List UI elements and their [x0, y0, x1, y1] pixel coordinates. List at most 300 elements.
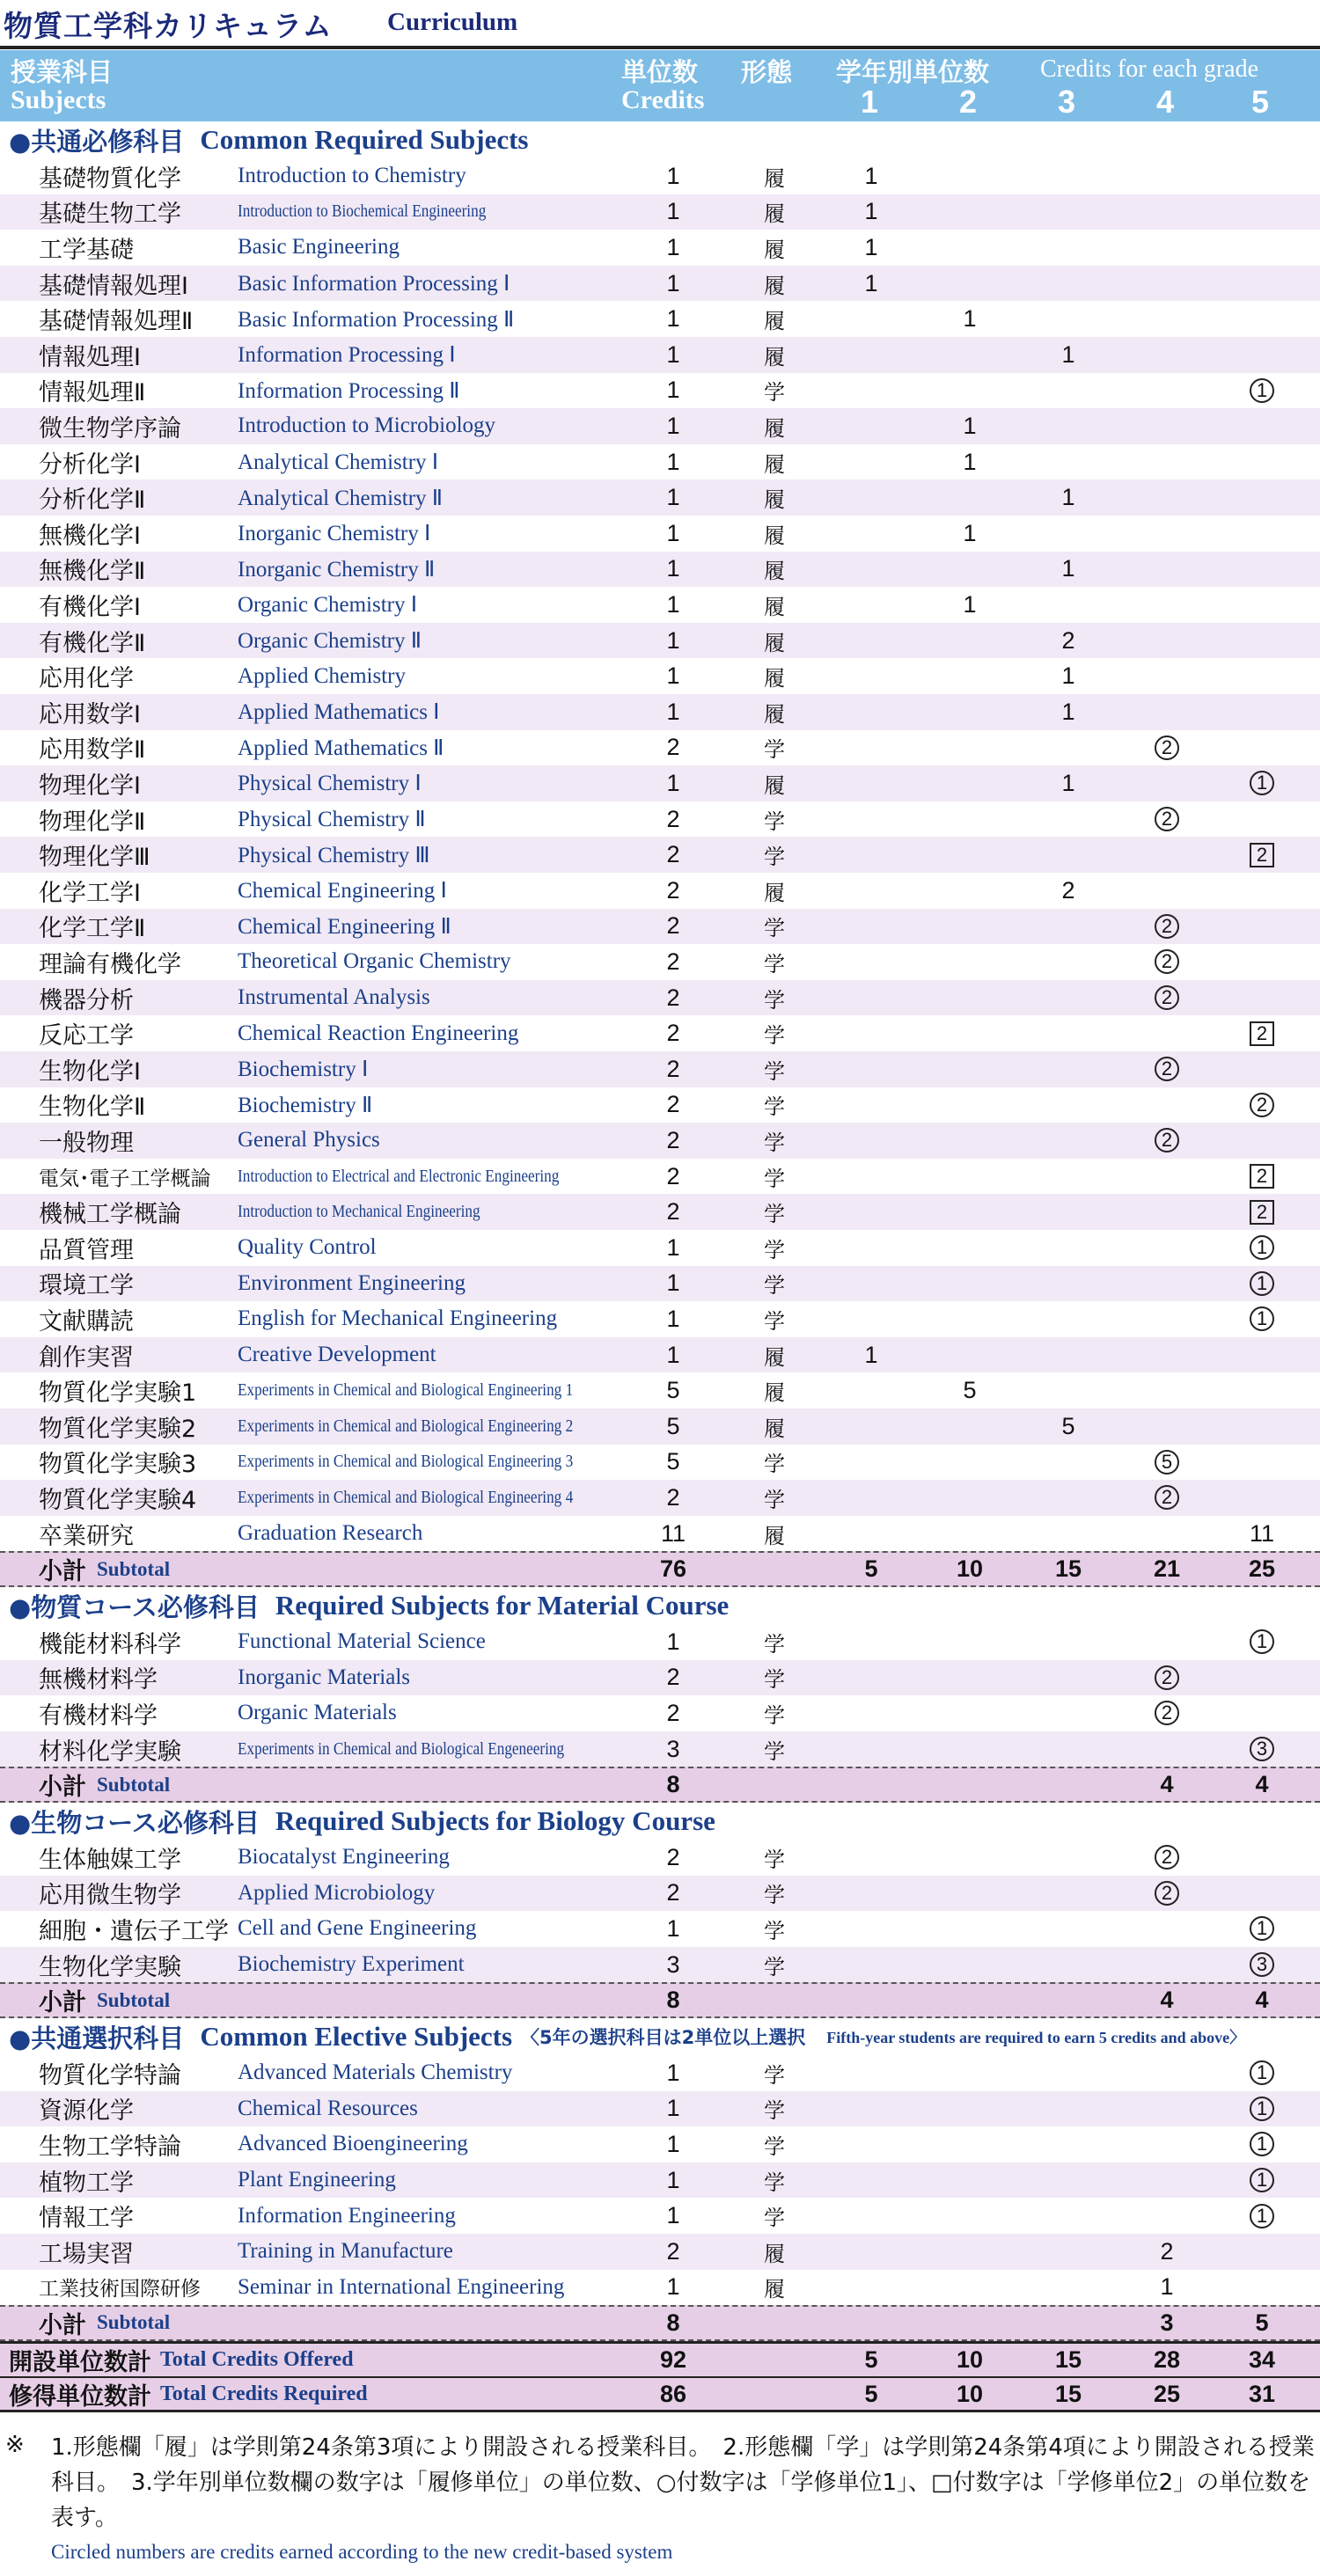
- subject-name-jp: 微生物学序論: [39, 414, 181, 443]
- subject-name-jp: 情報処理Ⅰ: [39, 343, 141, 371]
- grade-4-credits: [1149, 2307, 1184, 2339]
- subject-name-jp: 化学工学Ⅰ: [39, 879, 141, 907]
- credit-value: 10: [956, 2380, 984, 2407]
- grade-5-credits: [1241, 2055, 1283, 2091]
- table-row: [0, 909, 1320, 945]
- credits: 5: [666, 1448, 680, 1475]
- grade-4-credits: [1149, 730, 1184, 766]
- credits: 1: [666, 233, 680, 260]
- subject-name-jp: 文献購読: [39, 1307, 134, 1336]
- subject-name-jp: 物理化学Ⅰ: [39, 772, 141, 800]
- course-type: 履: [764, 1344, 785, 1370]
- grade-5-credits: [1241, 1516, 1283, 1552]
- credit-value: 1: [864, 1341, 878, 1368]
- circled-credit: 5: [1155, 1450, 1179, 1475]
- credit-value: 25: [1248, 1555, 1276, 1583]
- course-type: 履: [764, 2277, 785, 2302]
- grade-5-credits: [1241, 1015, 1283, 1051]
- grade-5-credits: [1241, 2091, 1283, 2127]
- course-type: 学: [764, 1738, 785, 1764]
- section-title: [9, 1587, 729, 1624]
- subject-name-en: Chemical Engineering Ⅰ: [238, 879, 447, 904]
- credits: 1: [666, 519, 680, 546]
- subject-name-jp: 反応工学: [39, 1022, 134, 1050]
- course-type: 学: [764, 2206, 785, 2231]
- course-type: 履: [764, 344, 785, 370]
- grade-5-credits: [1241, 1266, 1283, 1302]
- subject-name-en: Basic Engineering: [238, 235, 400, 260]
- subject-name-en: Biocatalyst Engineering: [238, 1845, 450, 1870]
- grade-5-credits: [1241, 1731, 1283, 1767]
- subject-name-jp: 工場実習: [39, 2240, 134, 2268]
- credits: 1: [666, 1914, 680, 1942]
- course-type: 履: [764, 772, 785, 798]
- row-label-en: Subtotal: [97, 1773, 171, 1796]
- subject-name-jp: 無機材料学: [39, 1666, 158, 1694]
- circled-credit: 3: [1250, 1737, 1274, 1761]
- header-type-jp: 形態: [741, 57, 793, 87]
- subject-name-en: Inorganic Chemistry Ⅰ: [238, 522, 431, 546]
- course-type: 学: [764, 1273, 785, 1299]
- header-grade-en: Credits for each grade: [1040, 55, 1258, 83]
- row-label-jp: 小計: [39, 2311, 86, 2339]
- table-row: [0, 1516, 1320, 1552]
- section-title-en: Common Required Subjects: [200, 124, 529, 155]
- section-note-en: Fifth-year students are required to earn 5 credits and above〉: [826, 2029, 1246, 2046]
- table-row: [0, 2055, 1320, 2091]
- credit-value: 1: [864, 233, 878, 260]
- grade-4-credits: [1149, 1876, 1184, 1912]
- credits: 2: [666, 1091, 680, 1118]
- course-type: 学: [764, 737, 785, 763]
- credits: 1: [666, 769, 680, 796]
- row-label: [39, 1768, 170, 1801]
- credits: 1: [666, 484, 680, 511]
- table-row: [0, 1876, 1320, 1912]
- grade-5-credits: [1241, 2163, 1283, 2199]
- subject-name-jp: 機能材料科学: [39, 1630, 181, 1658]
- row-label-en: Subtotal: [97, 2311, 171, 2334]
- credit-value: 4: [1160, 1987, 1174, 2014]
- grade-5-credits: [1241, 1947, 1283, 1983]
- subject-name-jp: 応用化学: [39, 665, 134, 693]
- grade-2-credits: [952, 301, 987, 337]
- circled-credit: 2: [1155, 1128, 1179, 1153]
- table-row: [0, 1230, 1320, 1266]
- grade-5-credits: [1241, 1984, 1283, 2016]
- subject-name-en: Physical Chemistry Ⅲ: [238, 843, 430, 867]
- credits: 2: [666, 1879, 680, 1906]
- credits: 2: [666, 876, 680, 904]
- table-row: [0, 1372, 1320, 1409]
- subject-name-en: Advanced Bioengineering: [238, 2132, 468, 2156]
- table-row: [0, 444, 1320, 480]
- grade-4-credits: [1149, 1695, 1184, 1731]
- credit-value: 4: [1255, 1987, 1269, 2014]
- grade-2-credits: [952, 587, 987, 623]
- course-type: 学: [764, 1667, 785, 1693]
- grade-3-credits: [1051, 2378, 1086, 2410]
- credit-value: 1: [1061, 662, 1075, 690]
- course-type: 履: [764, 309, 785, 334]
- subject-name-jp: 植物工学: [39, 2169, 134, 2197]
- subject-name-jp: 生物化学Ⅰ: [39, 1057, 141, 1086]
- grade-2-credits: [952, 2378, 987, 2410]
- grade-4-credits: [1149, 1051, 1184, 1087]
- table-row: [0, 1123, 1320, 1159]
- credits: 1: [666, 305, 680, 333]
- grade-4-credits: [1149, 944, 1184, 980]
- subject-name-jp: 電気･電子工学概論: [39, 1167, 211, 1190]
- row-label: [9, 2378, 368, 2410]
- credits: 2: [666, 1843, 680, 1870]
- grade-4-credits: [1149, 980, 1184, 1016]
- credits: 86: [659, 2380, 687, 2407]
- subject-name-en: Functional Material Science: [238, 1629, 486, 1654]
- grade-5-credits: [1241, 837, 1283, 873]
- subject-name-jp: 環境工学: [39, 1272, 134, 1300]
- grade-4-credits: [1149, 909, 1184, 945]
- table-row: [0, 1660, 1320, 1696]
- credit-value: 5: [864, 1555, 878, 1583]
- course-type: 学: [764, 1452, 785, 1477]
- table-row: [0, 1015, 1320, 1051]
- course-type: 学: [764, 1883, 785, 1908]
- credits: 2: [666, 734, 680, 761]
- subject-name-en: Seminar in International Engineering: [238, 2274, 565, 2299]
- credits: 1: [666, 2273, 680, 2301]
- grade-2-credits: [952, 1553, 987, 1585]
- credit-value: 2: [1061, 626, 1075, 654]
- subject-name-jp: 応用微生物学: [39, 1882, 181, 1910]
- credit-value: 1: [864, 269, 878, 296]
- grade-3-credits: [1051, 873, 1086, 909]
- table-row: [0, 1840, 1320, 1876]
- section-title-en: Common Elective Subjects: [200, 2021, 513, 2052]
- credit-value: 10: [956, 2346, 984, 2374]
- grade-5-credits: [1241, 2126, 1283, 2163]
- subtotal-row: [0, 2305, 1320, 2341]
- circled-credit: 3: [1250, 1952, 1274, 1977]
- subject-name-jp: 応用数学Ⅰ: [39, 700, 141, 728]
- subject-name-en: Cell and Gene Engineering: [238, 1916, 477, 1941]
- section-header: [0, 1803, 1320, 1840]
- subject-name-jp: 無機化学Ⅰ: [39, 522, 141, 550]
- section-header: [0, 2018, 1320, 2055]
- subject-name-jp: 基礎生物工学: [39, 201, 181, 229]
- course-type: 学: [764, 987, 785, 1013]
- table-row: [0, 1445, 1320, 1481]
- credit-value: 1: [963, 412, 977, 439]
- credit-value: 4: [1160, 1771, 1174, 1798]
- course-type: 学: [764, 1166, 785, 1191]
- credits: 2: [666, 912, 680, 940]
- subject-name-en: Information Processing Ⅱ: [238, 378, 460, 403]
- total-offered-row: [0, 2341, 1320, 2377]
- credit-value: 5: [963, 1377, 977, 1404]
- credit-value: 1: [1061, 769, 1075, 796]
- subject-name-en: Experiments in Chemical and Biological Engineering 3: [238, 1452, 574, 1472]
- table-row: [0, 730, 1320, 766]
- row-label: [9, 2344, 354, 2377]
- table-row: [0, 1947, 1320, 1983]
- credits: 2: [666, 841, 680, 868]
- grade-1-credits: [854, 158, 889, 194]
- table-row: [0, 1731, 1320, 1767]
- row-label-jp: 小計: [39, 1774, 86, 1802]
- subject-name-en: Experiments in Chemical and Biological Engineering 2: [238, 1416, 574, 1436]
- credit-value: 2: [1061, 876, 1075, 904]
- subject-name-en: Organic Chemistry Ⅰ: [238, 593, 418, 618]
- table-row: [0, 2234, 1320, 2270]
- credit-value: 10: [956, 1555, 984, 1583]
- grade-4-credits: [1149, 2378, 1184, 2410]
- course-type: 学: [764, 1023, 785, 1049]
- header-grade-3: 3: [1058, 84, 1076, 120]
- course-type: 履: [764, 201, 785, 227]
- credits: 3: [666, 1735, 680, 1762]
- grade-4-credits: [1149, 801, 1184, 838]
- total-required-row: [0, 2376, 1320, 2412]
- subject-name-jp: 物質化学実験2: [39, 1415, 197, 1443]
- subject-name-jp: 品質管理: [39, 1236, 134, 1264]
- table-row: [0, 2270, 1320, 2306]
- table-row: [0, 2091, 1320, 2127]
- credits: 2: [666, 1699, 680, 1726]
- circled-credit: 2: [1155, 735, 1179, 760]
- course-type: 学: [764, 1058, 785, 1084]
- subject-name-jp: 卒業研究: [39, 1522, 134, 1550]
- credits: 1: [666, 555, 680, 582]
- boxed-credit: 2: [1250, 1164, 1274, 1189]
- course-type: 履: [764, 165, 785, 191]
- subject-name-en: Inorganic Chemistry Ⅱ: [238, 557, 436, 582]
- section-title-jp: ●生物コース必修科目: [9, 1807, 260, 1838]
- circled-credit: 2: [1155, 985, 1179, 1010]
- credits: 1: [666, 198, 680, 225]
- subject-name-jp: 分析化学Ⅰ: [39, 450, 141, 479]
- subject-name-en: Applied Chemistry: [238, 663, 406, 688]
- row-label-en: Total Credits Required: [160, 2382, 368, 2405]
- subject-name-jp: 有機化学Ⅰ: [39, 593, 141, 621]
- course-type: 履: [764, 487, 785, 513]
- credit-value: 2: [1160, 2237, 1174, 2265]
- course-type: 学: [764, 1487, 785, 1512]
- credit-value: 4: [1255, 1771, 1269, 1798]
- subject-name-en: Advanced Materials Chemistry: [238, 2060, 513, 2085]
- credits: 1: [666, 626, 680, 654]
- course-type: 学: [764, 916, 785, 941]
- credits: 2: [666, 984, 680, 1011]
- credit-value: 1: [1061, 340, 1075, 368]
- credits: 2: [666, 2237, 680, 2265]
- credit-value: 5: [1255, 2309, 1269, 2336]
- credits: 2: [666, 1020, 680, 1047]
- course-type: 学: [764, 1847, 785, 1872]
- grade-3-credits: [1051, 1553, 1086, 1585]
- grade-3-credits: [1051, 765, 1086, 801]
- header-grade-2: 2: [959, 84, 978, 120]
- row-label-jp: 開設単位数計: [9, 2349, 151, 2377]
- subject-name-en: Applied Microbiology: [238, 1880, 436, 1905]
- credit-value: 1: [963, 305, 977, 333]
- circled-credit: 1: [1250, 378, 1274, 403]
- table-row: [0, 1911, 1320, 1947]
- subject-name-en: Introduction to Electrical and Electronic Engineering: [238, 1166, 560, 1186]
- course-type: 履: [764, 630, 785, 655]
- note-mark: ※: [5, 2432, 25, 2458]
- subject-name-jp: 生物化学実験: [39, 1953, 181, 1981]
- circled-credit: 1: [1250, 1629, 1274, 1654]
- grade-2-credits: [952, 2344, 987, 2377]
- credits: 92: [659, 2346, 687, 2374]
- grade-2-credits: [952, 516, 987, 552]
- subject-name-jp: 機械工学概論: [39, 1201, 181, 1229]
- section-title-en: Required Subjects for Biology Course: [275, 1805, 715, 1836]
- circled-credit: 1: [1250, 2204, 1274, 2228]
- subject-name-jp: 工業技術国際研修: [39, 2278, 201, 2302]
- subject-name-en: Biochemistry Experiment: [238, 1952, 465, 1977]
- circled-credit: 1: [1250, 2132, 1274, 2156]
- grade-5-credits: [1241, 2378, 1283, 2410]
- table-row: [0, 980, 1320, 1016]
- subject-name-en: Quality Control: [238, 1235, 377, 1260]
- grade-4-credits: [1149, 1123, 1184, 1159]
- circled-credit: 1: [1250, 1306, 1274, 1331]
- course-type: 学: [764, 380, 785, 406]
- circled-credit: 1: [1250, 1916, 1274, 1941]
- grade-5-credits: [1241, 2198, 1283, 2234]
- subject-name-jp: 基礎情報処理Ⅱ: [39, 308, 194, 336]
- row-label-jp: 小計: [39, 1558, 86, 1586]
- credit-value: 34: [1248, 2346, 1276, 2374]
- credit-value: 5: [864, 2346, 878, 2374]
- credits: 1: [666, 2095, 680, 2122]
- subject-name-en: Inorganic Materials: [238, 1665, 410, 1689]
- table-row: [0, 1624, 1320, 1660]
- grade-5-credits: [1241, 1194, 1283, 1230]
- subject-name-en: Introduction to Microbiology: [238, 413, 496, 438]
- header-credits-jp: 単位数: [621, 57, 699, 87]
- table-row: [0, 694, 1320, 730]
- circled-credit: 2: [1155, 949, 1179, 974]
- table-row: [0, 801, 1320, 838]
- subject-name-en: General Physics: [238, 1128, 380, 1153]
- subject-name-en: Theoretical Organic Chemistry: [238, 949, 511, 974]
- circled-credit: 1: [1250, 1235, 1274, 1260]
- table-row: [0, 230, 1320, 266]
- row-label-en: Subtotal: [97, 1988, 171, 2011]
- subject-name-jp: 応用数学Ⅱ: [39, 736, 146, 765]
- grade-1-credits: [854, 2344, 889, 2377]
- credits: 5: [666, 1377, 680, 1404]
- grade-5-credits: [1241, 2307, 1283, 2339]
- course-type: 履: [764, 273, 785, 298]
- table-row: [0, 337, 1320, 373]
- note-english: Circled numbers are credits earned according to the new credit-based system: [51, 2541, 673, 2563]
- course-type: 学: [764, 1702, 785, 1728]
- credits: 5: [666, 1412, 680, 1439]
- section-title-jp: ●共通選択科目: [9, 2023, 185, 2053]
- boxed-credit: 2: [1250, 1021, 1274, 1046]
- course-type: 学: [764, 1954, 785, 1980]
- credits: 1: [666, 1341, 680, 1368]
- row-label: [39, 1984, 170, 2016]
- table-row: [0, 623, 1320, 659]
- credits: 11: [660, 1519, 686, 1547]
- credits: 2: [666, 1162, 680, 1189]
- grade-4-credits: [1149, 2344, 1184, 2377]
- course-type: 学: [764, 2062, 785, 2088]
- table-row: [0, 2163, 1320, 2199]
- table-row: [0, 587, 1320, 623]
- credits: 1: [666, 1305, 680, 1332]
- table-header: [0, 50, 1320, 121]
- subject-name-en: Introduction to Mechanical Engineering: [238, 1202, 480, 1222]
- course-type: 履: [764, 594, 785, 619]
- circled-credit: 2: [1155, 1665, 1179, 1690]
- course-type: 履: [764, 666, 785, 692]
- grade-4-credits: [1149, 1768, 1184, 1801]
- credit-value: 11: [1249, 1519, 1275, 1547]
- course-type: 学: [764, 845, 785, 870]
- subtotal-row: [0, 1551, 1320, 1587]
- credit-value: 15: [1054, 2380, 1082, 2407]
- table-row: [0, 1480, 1320, 1516]
- grade-5-credits: [1241, 2344, 1283, 2377]
- credit-value: 1: [1061, 555, 1075, 582]
- course-type: 履: [764, 415, 785, 441]
- subject-name-jp: 物質化学実験1: [39, 1379, 197, 1408]
- credits: 8: [666, 1987, 680, 2014]
- credits: 2: [666, 1055, 680, 1082]
- course-type: 履: [764, 1380, 785, 1406]
- subject-name-en: Applied Mathematics Ⅰ: [238, 700, 440, 725]
- boxed-credit: 2: [1250, 843, 1274, 867]
- subject-name-jp: 基礎情報処理Ⅰ: [39, 272, 188, 300]
- credit-value: 1: [1160, 2273, 1174, 2301]
- credit-value: 31: [1248, 2380, 1276, 2407]
- table-row: [0, 1087, 1320, 1123]
- subtotal-row: [0, 1982, 1320, 2018]
- credits: 8: [666, 1771, 680, 1798]
- course-type: 履: [764, 701, 785, 727]
- section-note-jp: 〈5年の選択科目は2単位以上選択: [521, 2027, 806, 2048]
- subject-name-en: Graduation Research: [238, 1521, 423, 1546]
- grade-1-credits: [854, 266, 889, 302]
- course-type: 履: [764, 451, 785, 477]
- title-rule: [0, 46, 1320, 49]
- subject-name-jp: 物理化学Ⅲ: [39, 844, 150, 872]
- grade-4-credits: [1149, 2234, 1184, 2270]
- subtotal-row: [0, 1767, 1320, 1803]
- subject-name-jp: 化学工学Ⅱ: [39, 915, 146, 943]
- table-row: [0, 2198, 1320, 2234]
- table-row: [0, 266, 1320, 302]
- course-type: 履: [764, 880, 785, 905]
- table-row: [0, 873, 1320, 909]
- grade-5-credits: [1241, 373, 1283, 409]
- circled-credit: 1: [1250, 2168, 1274, 2192]
- circled-credit: 1: [1250, 1271, 1274, 1296]
- subject-name-en: Information Engineering: [238, 2203, 456, 2228]
- subject-name-en: Biochemistry Ⅰ: [238, 1057, 369, 1082]
- grade-1-credits: [854, 1553, 889, 1585]
- table-row: [0, 1159, 1320, 1195]
- title-japanese: 物質工学科カリキュラム: [4, 9, 333, 43]
- header-grade-1: 1: [861, 84, 879, 120]
- subject-name-en: Physical Chemistry Ⅰ: [238, 772, 422, 796]
